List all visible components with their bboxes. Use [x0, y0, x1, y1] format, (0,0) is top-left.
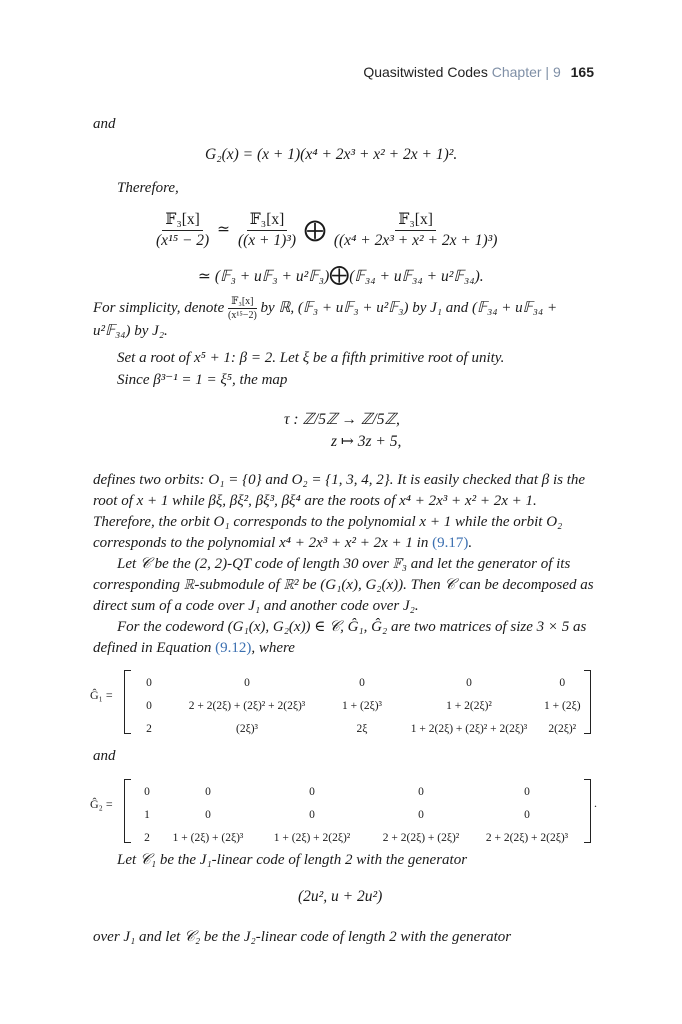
matrix-G2-right-bracket — [584, 779, 591, 843]
matrix-cell: 0 — [309, 808, 315, 821]
matrix-cell: 2 — [146, 722, 152, 735]
matrix-G2-period: . — [594, 796, 597, 810]
matrix-cell: 2 + 2(2ξ) + (2ξ)² — [382, 831, 460, 844]
matrix-cell: 1 + (2ξ) — [544, 699, 581, 712]
matrix-cell: 0 — [418, 808, 424, 821]
matrix-cell: 0 — [524, 808, 530, 821]
matrix-row — [134, 694, 581, 717]
para-for-codeword: For the codeword (G₁(x), G₂(x)) ∈ 𝒞, Ĝ₁, Ĝ₂ are two matrices of size 3 × 5 as defined in Equation (9.12), where — [93, 619, 587, 656]
matrix-cell: 0 — [359, 676, 365, 689]
matrix-cell: 2 — [144, 831, 150, 844]
header-title: Quasitwisted Codes — [363, 64, 488, 80]
equation-isomorphism — [156, 210, 497, 250]
para-over-J1: over J₁ and let 𝒞₂ be the J₂-linear code of length 2 with the generator — [93, 929, 512, 945]
fraction-factor-2: $\frac{\text{𝔽₃[x]}}{\text{((x⁴ + 2x³ + x² + 2x + 1)³)}}$ — [333, 211, 498, 249]
text-and-2: and — [93, 748, 116, 764]
map-line-2: z ↦ 3z + 5, — [331, 433, 402, 450]
para-orbits: defines two orbits: O₁ = {0} and O₂ = {1, 3, 4, 2}. It is easily checked that β is the root of x + 1 while βξ, βξ², βξ³, βξ⁴ are the roots of x⁴ + 2x³ + x² + 2x + 1. Therefore, the orbit O₁ corresponds to the polynomial x + 1 while the orbit O₂ corresponds to the polynomial x⁴ + 2x³ + x² + 2x + 1 in (9.17). — [93, 472, 586, 551]
header-chapter-number: 9 — [552, 64, 561, 80]
matrix-cell: 1 + (2ξ) + (2ξ)³ — [172, 831, 244, 844]
matrix-cell: 1 + 2(2ξ) + (2ξ)² + 2(2ξ)³ — [410, 722, 528, 735]
matrix-cell: 0 — [244, 676, 250, 689]
matrix-cell: 0 — [466, 676, 472, 689]
matrix-G1-label: Ĝ₁ = — [90, 688, 113, 702]
matrix-cell: 2ξ — [356, 722, 368, 735]
direct-sum-icon: ⨁ — [303, 217, 326, 242]
matrix-cell: 0 — [146, 676, 152, 689]
iso-symbol: ≃ — [217, 220, 231, 238]
map-line-1: τ : ℤ/5ℤ → ℤ/5ℤ, — [284, 411, 400, 428]
equation-ref-9-17[interactable]: (9.17) — [432, 535, 469, 551]
matrix-cell: 0 — [146, 699, 152, 712]
matrix-row — [134, 717, 581, 740]
header-separator: | — [545, 64, 550, 80]
running-header — [363, 64, 594, 80]
matrix-G2-label: Ĝ₂ = — [90, 797, 113, 811]
header-chapter-label: Chapter — [491, 64, 542, 80]
para-since: Since β³⁻¹ = 1 = ξ⁵, the map — [117, 372, 288, 388]
equation-iso-line2: ≃ (𝔽₃ + u𝔽₃ + u²𝔽₃)⨁(𝔽₃₄ + u𝔽₃₄ + u²𝔽₃₄). — [198, 264, 484, 286]
matrix-cell: 2 + 2(2ξ) + 2(2ξ)³ — [485, 831, 569, 844]
matrix-G1 — [134, 671, 581, 740]
matrix-cell: 1 + 2(2ξ)² — [446, 699, 492, 712]
matrix-G1-right-bracket — [584, 670, 591, 734]
matrix-cell: 0 — [309, 785, 315, 798]
matrix-cell: 1 — [144, 808, 150, 821]
page-number: 165 — [570, 64, 594, 80]
direct-sum-icon: ⨁ — [329, 264, 350, 286]
matrix-cell: 0 — [418, 785, 424, 798]
equation-G2: G₂(x) = (x + 1)(x⁴ + 2x³ + x² + 2x + 1)². — [205, 146, 458, 163]
matrix-G1-left-bracket — [124, 670, 131, 734]
matrix-G2-left-bracket — [124, 779, 131, 843]
matrix-cell: 1 + (2ξ) + 2(2ξ)² — [273, 831, 351, 844]
matrix-cell: 0 — [559, 676, 566, 689]
equation-ref-9-12[interactable]: (9.12) — [215, 640, 252, 656]
para-let-code: Let 𝒞 be the (2, 2)-QT code of length 30 over 𝔽₃ and let the generator of its corresponding ℝ-submodule of ℝ² be (G₁(x), G₂(x)). Then 𝒞 can be decomposed as direct sum of a code over J₁ and another code over J₂. — [93, 556, 594, 614]
matrix-cell: 0 — [144, 785, 150, 798]
text-therefore: Therefore, — [117, 180, 179, 196]
matrix-row — [134, 803, 580, 826]
matrix-cell: 2 + 2(2ξ) + (2ξ)² + 2(2ξ)³ — [188, 699, 306, 712]
fraction-factor-1: $\frac{\text{𝔽₃[x]}}{\text{((x + 1)³)}}$ — [237, 211, 297, 249]
matrix-row — [134, 780, 580, 803]
matrix-cell: 0 — [205, 785, 211, 798]
text-and-1: and — [93, 116, 116, 132]
matrix-cell: 1 + (2ξ)³ — [342, 699, 382, 712]
matrix-row — [134, 671, 581, 694]
fraction-denote: $\frac{\text{𝔽₃[x]}}{\text{(x¹⁵−2)}}$ — [227, 296, 257, 321]
equation-generator: (2u², u + 2u²) — [298, 888, 383, 905]
matrix-cell: 0 — [205, 808, 211, 821]
para-C1: Let 𝒞₁ be the J₁-linear code of length 2 with the generator — [117, 852, 468, 868]
matrix-G2 — [134, 780, 580, 849]
matrix-cell: 0 — [524, 785, 530, 798]
matrix-row — [134, 826, 580, 849]
para-root: Set a root of x⁵ + 1: β = 2. Let ξ be a fifth primitive root of unity. — [117, 350, 505, 366]
matrix-cell: 2(2ξ)² — [548, 722, 577, 735]
matrix-cell: (2ξ)³ — [236, 722, 258, 735]
fraction-quotient-ring: $\frac{\text{𝔽₃[x]}}{\text{(x¹⁵ − 2)}}$ — [156, 211, 210, 249]
para-simplicity: For simplicity, denote $\frac{\text{𝔽₃[x]}}{\text{(x¹⁵−2)}}$ by ℝ, (𝔽₃ + u𝔽₃ + u²𝔽₃) by J₁ and (𝔽₃₄ + u𝔽₃₄ + u²𝔽₃₄) by J₂. — [93, 296, 558, 339]
